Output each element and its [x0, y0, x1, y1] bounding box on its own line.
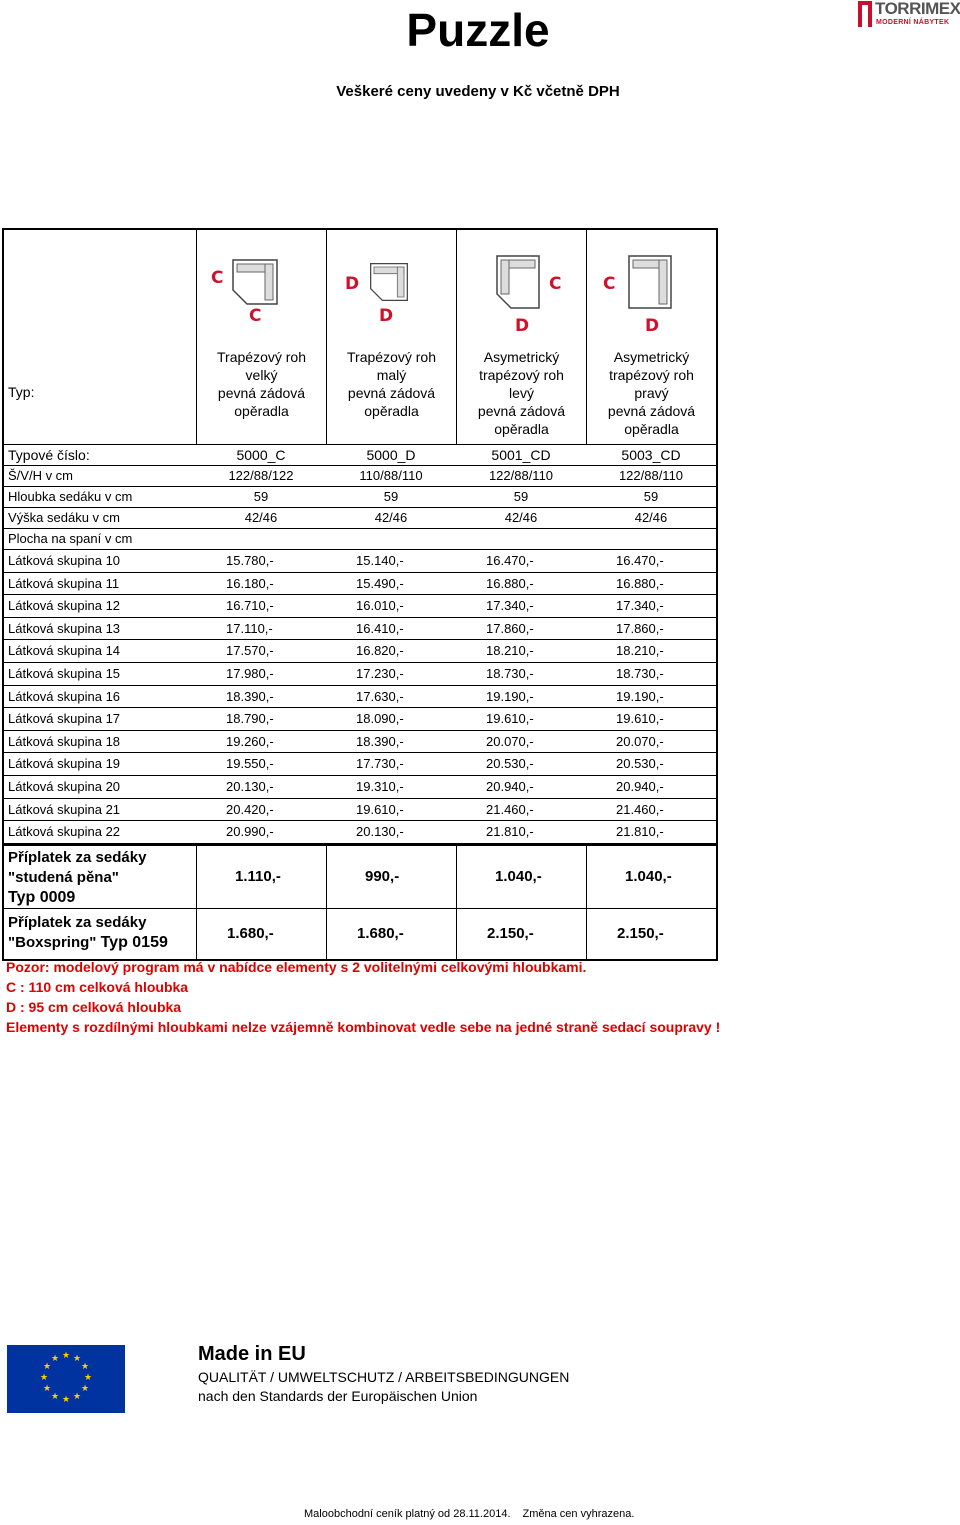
corner-sofa-icon — [369, 262, 409, 302]
price-cell: 20.420,- — [226, 801, 274, 817]
fabric-group-label: Látková skupina 16 — [8, 688, 121, 704]
svg-text:★: ★ — [61, 1351, 71, 1361]
price-rows — [4, 550, 716, 844]
price-cell: 17.340,- — [486, 598, 534, 614]
price-cell: 19.610,- — [616, 711, 664, 727]
logo-brand-text: TORRIMEX — [875, 0, 960, 18]
eu-standards: nach den Standards der Europäischen Union — [198, 1388, 478, 1404]
fabric-group-label: Látková skupina 20 — [8, 778, 121, 794]
price-cell: 16.820,- — [356, 643, 404, 659]
price-cell: 18.730,- — [486, 665, 534, 681]
price-cell: 17.630,- — [356, 688, 404, 704]
price-row — [4, 686, 716, 709]
price-cell: 20.070,- — [486, 733, 534, 749]
price-cell: 21.810,- — [616, 824, 664, 840]
price-cell: 16.880,- — [616, 575, 664, 591]
price-cell: 15.140,- — [356, 553, 404, 568]
made-in-eu: Made in EU — [198, 1343, 306, 1365]
price-cell: 18.210,- — [486, 643, 534, 659]
surcharge-boxspring-label: Příplatek za sedáky "Boxspring" Typ 0159 — [8, 913, 168, 951]
fabric-group-label: Látková skupina 14 — [8, 643, 121, 659]
price-cell: 17.860,- — [616, 620, 664, 636]
depth-letter: C — [549, 274, 562, 294]
price-table — [2, 228, 718, 961]
logo-mark-icon — [858, 1, 872, 27]
svg-text:★: ★ — [72, 1392, 82, 1402]
product-names-row — [4, 340, 716, 445]
price-cell: 20.130,- — [356, 824, 404, 840]
price-cell: 20.990,- — [226, 824, 274, 840]
fabric-group-label: Látková skupina 10 — [8, 553, 121, 568]
product-name: Asymetrický trapézový roh levý pevná zádová opěradla — [456, 340, 586, 444]
depth-notes: Pozor: modelový program má v nabídce elementy s 2 volitelnými celkovými hloubkami. C : 110 cm celková hloubka D : 95 cm celková hloubka Elementy s rozdílnými hloubkami nelze vzájemně kombinovat vedle sebe na jedné straně sedací soupravy ! — [6, 959, 721, 1035]
price-note: Veškeré ceny uvedeny v Kč včetně DPH — [336, 83, 620, 100]
price-row — [4, 708, 716, 731]
depth-letter: C — [249, 306, 262, 326]
price-cell: 16.880,- — [486, 575, 534, 591]
fabric-group-label: Látková skupina 22 — [8, 824, 121, 840]
price-cell: 16.470,- — [486, 553, 534, 568]
price-cell: 19.610,- — [486, 711, 534, 727]
price-cell: 16.470,- — [616, 553, 664, 568]
price-cell: 21.810,- — [486, 824, 534, 840]
price-cell: 20.530,- — [486, 756, 534, 772]
svg-text:★: ★ — [80, 1362, 90, 1372]
svg-text:★: ★ — [50, 1392, 60, 1402]
price-cell: 16.410,- — [356, 620, 404, 636]
product-image-5000d — [326, 230, 456, 340]
price-row — [4, 799, 716, 822]
price-cell: 16.010,- — [356, 598, 404, 614]
price-cell: 18.790,- — [226, 711, 274, 727]
depth-letter: D — [515, 316, 530, 336]
product-name: Asymetrický trapézový roh pravý pevná zádová opěradla — [586, 340, 716, 444]
price-row — [4, 776, 716, 799]
seat-depth-row: Hloubka sedáku v cm 59 59 59 59 — [4, 487, 716, 508]
eu-quality: QUALITÄT / UMWELTSCHUTZ / ARBEITSBEDINGUNGEN — [198, 1369, 570, 1385]
type-label: Typ: — [8, 384, 35, 400]
price-cell: 17.730,- — [356, 756, 404, 772]
price-cell: 20.070,- — [616, 733, 664, 749]
eu-flag-icon — [7, 1345, 125, 1413]
price-cell: 18.390,- — [356, 733, 404, 749]
price-cell: 17.110,- — [226, 620, 273, 636]
price-cell: 18.730,- — [616, 665, 664, 681]
product-name: Trapézový roh velký pevná zádová opěradla — [196, 340, 326, 444]
product-image-5000c — [196, 230, 326, 340]
logo-sub-text: MODERNÍ NÁBYTEK — [876, 19, 950, 26]
price-cell: 20.940,- — [486, 778, 534, 794]
price-cell: 15.780,- — [226, 553, 274, 568]
product-image-5003cd — [586, 230, 716, 340]
fabric-group-label: Látková skupina 19 — [8, 756, 121, 772]
sleep-area-row: Plocha na spaní v cm — [4, 529, 716, 550]
price-cell: 20.940,- — [616, 778, 664, 794]
svg-text:★: ★ — [72, 1354, 82, 1364]
price-cell: 17.340,- — [616, 598, 664, 614]
fabric-group-label: Látková skupina 15 — [8, 665, 121, 681]
price-cell: 20.530,- — [616, 756, 664, 772]
seat-height-row: Výška sedáku v cm 42/46 42/46 42/46 42/46 — [4, 508, 716, 529]
price-cell: 19.260,- — [226, 733, 274, 749]
price-row — [4, 640, 716, 663]
depth-letter: D — [379, 306, 394, 326]
svg-text:★: ★ — [42, 1384, 52, 1394]
code-row: Typové číslo: 5000_C 5000_D 5001_CD 5003_CD — [4, 445, 716, 466]
page-title: Puzzle — [406, 4, 550, 56]
price-row — [4, 753, 716, 776]
price-cell: 16.180,- — [226, 575, 274, 591]
product-images-row — [4, 230, 716, 340]
price-row — [4, 618, 716, 641]
price-cell: 17.230,- — [356, 665, 404, 681]
depth-letter: D — [345, 274, 360, 294]
fabric-group-label: Látková skupina 18 — [8, 733, 121, 749]
corner-sofa-icon — [627, 254, 673, 310]
price-cell: 19.190,- — [486, 688, 534, 704]
price-cell: 21.460,- — [616, 801, 664, 817]
surcharge-foam-label: Příplatek za sedáky "studená pěna" Typ 0009 — [8, 848, 147, 906]
price-cell: 17.980,- — [226, 665, 274, 681]
price-cell: 19.310,- — [356, 778, 404, 794]
fabric-group-label: Látková skupina 13 — [8, 620, 121, 636]
dims-row: Š/V/H v cm 122/88/122 110/88/110 122/88/110 122/88/110 — [4, 466, 716, 487]
price-row — [4, 663, 716, 686]
price-cell: 18.090,- — [356, 711, 404, 727]
price-row — [4, 573, 716, 596]
price-cell: 18.210,- — [616, 643, 664, 659]
price-cell: 18.390,- — [226, 688, 274, 704]
svg-text:★: ★ — [80, 1384, 90, 1394]
depth-letter: C — [211, 268, 224, 288]
price-cell: 17.860,- — [486, 620, 534, 636]
fabric-group-label: Látková skupina 21 — [8, 801, 121, 817]
price-row — [4, 550, 716, 573]
fabric-group-label: Látková skupina 17 — [8, 711, 121, 727]
svg-text:★: ★ — [39, 1373, 49, 1383]
product-image-5001cd — [456, 230, 586, 340]
price-cell: 20.130,- — [226, 778, 274, 794]
svg-text:★: ★ — [83, 1373, 93, 1383]
corner-sofa-icon — [231, 258, 279, 306]
price-cell: 16.710,- — [226, 598, 274, 614]
price-row — [4, 821, 716, 844]
surcharge-foam-row: Příplatek za sedáky "studená pěna" Typ 0009 1.110,- 990,- 1.040,- 1.040,- — [4, 844, 716, 909]
brand-logo — [858, 0, 958, 30]
price-cell: 21.460,- — [486, 801, 534, 817]
fabric-group-label: Látková skupina 12 — [8, 598, 121, 614]
price-cell: 19.610,- — [356, 801, 404, 817]
price-row — [4, 731, 716, 754]
price-cell: 19.190,- — [616, 688, 664, 704]
depth-letter: C — [603, 274, 616, 294]
footer: Maloobchodní ceník platný od 28.11.2014. Změna cen vyhrazena. — [304, 1508, 635, 1520]
corner-sofa-icon — [495, 254, 541, 310]
svg-text:★: ★ — [50, 1354, 60, 1364]
depth-letter: D — [645, 316, 660, 336]
svg-text:★: ★ — [42, 1362, 52, 1372]
svg-text:★: ★ — [61, 1395, 71, 1405]
surcharge-boxspring-row: Příplatek za sedáky "Boxspring" Typ 0159 1.680,- 1.680,- 2.150,- 2.150,- — [4, 909, 716, 961]
price-cell: 19.550,- — [226, 756, 274, 772]
price-cell: 17.570,- — [226, 643, 274, 659]
price-cell: 15.490,- — [356, 575, 404, 591]
product-name: Trapézový roh malý pevná zádová opěradla — [326, 340, 456, 444]
price-row — [4, 595, 716, 618]
fabric-group-label: Látková skupina 11 — [8, 575, 120, 591]
